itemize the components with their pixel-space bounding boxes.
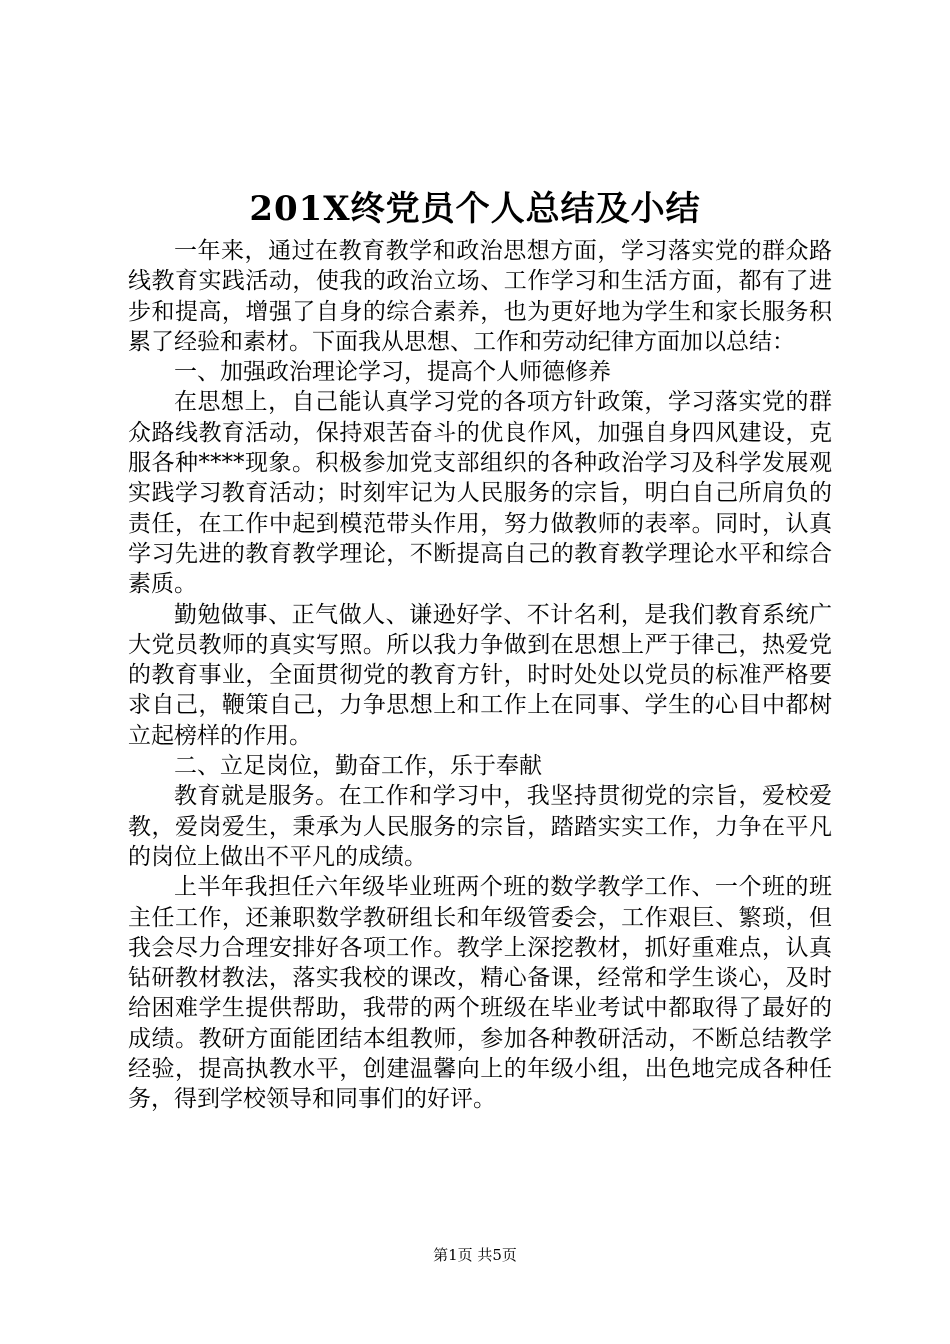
paragraph-intro: 一年来，通过在教育教学和政治思想方面，学习落实党的群众路线教育实践活动，使我的政治立场、工作学习和生活方面，都有了进步和提高，增强了自身的综合素养，也为更好地为学生和家长服务积累了经验和素材。下面我从思想、工作和劳动纪律方面加以总结： [128,238,832,355]
page-footer: 第1页 共5页 [433,1246,517,1264]
paragraph-work: 上半年我担任六年级毕业班两个班的数学教学工作、一个班的班主任工作，还兼职数学教研组长和年级管委会，工作艰巨、繁琐，但我会尽力合理安排好各项工作。教学上深挖教材，抓好重难点，认真钻研教材教法，落实我校的课改，精心备课，经常和学生谈心，及时给困难学生提供帮助，我带的两个班级在毕业考试中都取得了最好的成绩。教研方面能团结本组教师，参加各种教研活动，不断总结教学经验，提高执教水平，创建温馨向上的年级小组，出色地完成各种任务，得到学校领导和同事们的好评。 [128,874,832,1113]
document-title: 201X终党员个人总结及小结 [249,189,701,229]
paragraph-conduct: 勤勉做事、正气做人、谦逊好学、不计名利，是我们教育系统广大党员教师的真实写照。所以我力争做到在思想上严于律己，热爱党的教育事业，全面贯彻党的教育方针，时时处处以党员的标准严格要求自己，鞭策自己，力争思想上和工作上在同事、学生的心目中都树立起榜样的作用。 [128,601,832,749]
paragraph-service: 教育就是服务。在工作和学习中，我坚持贯彻党的宗旨，爱校爱教，爱岗爱生，秉承为人民服务的宗旨，踏踏实实工作，力争在平凡的岗位上做出不平凡的成绩。 [128,783,832,870]
document-body [128,236,832,1115]
section-heading-2: 二、立足岗位，勤奋工作，乐于奉献 [174,753,542,780]
section-heading-1: 一、加强政治理论学习，提高个人师德修养 [174,359,611,386]
paragraph-thought: 在思想上，自己能认真学习党的各项方针政策，学习落实党的群众路线教育活动，保持艰苦奋斗的优良作风，加强自身四风建设，克服各种****现象。积极参加党支部组织的各种政治学习及科学发展观实践学习教育活动；时刻牢记为人民服务的宗旨，明白自己所肩负的责任，在工作中起到模范带头作用，努力做教师的表率。同时，认真学习先进的教育教学理论，不断提高自己的教育教学理论水平和综合素质。 [128,389,832,598]
